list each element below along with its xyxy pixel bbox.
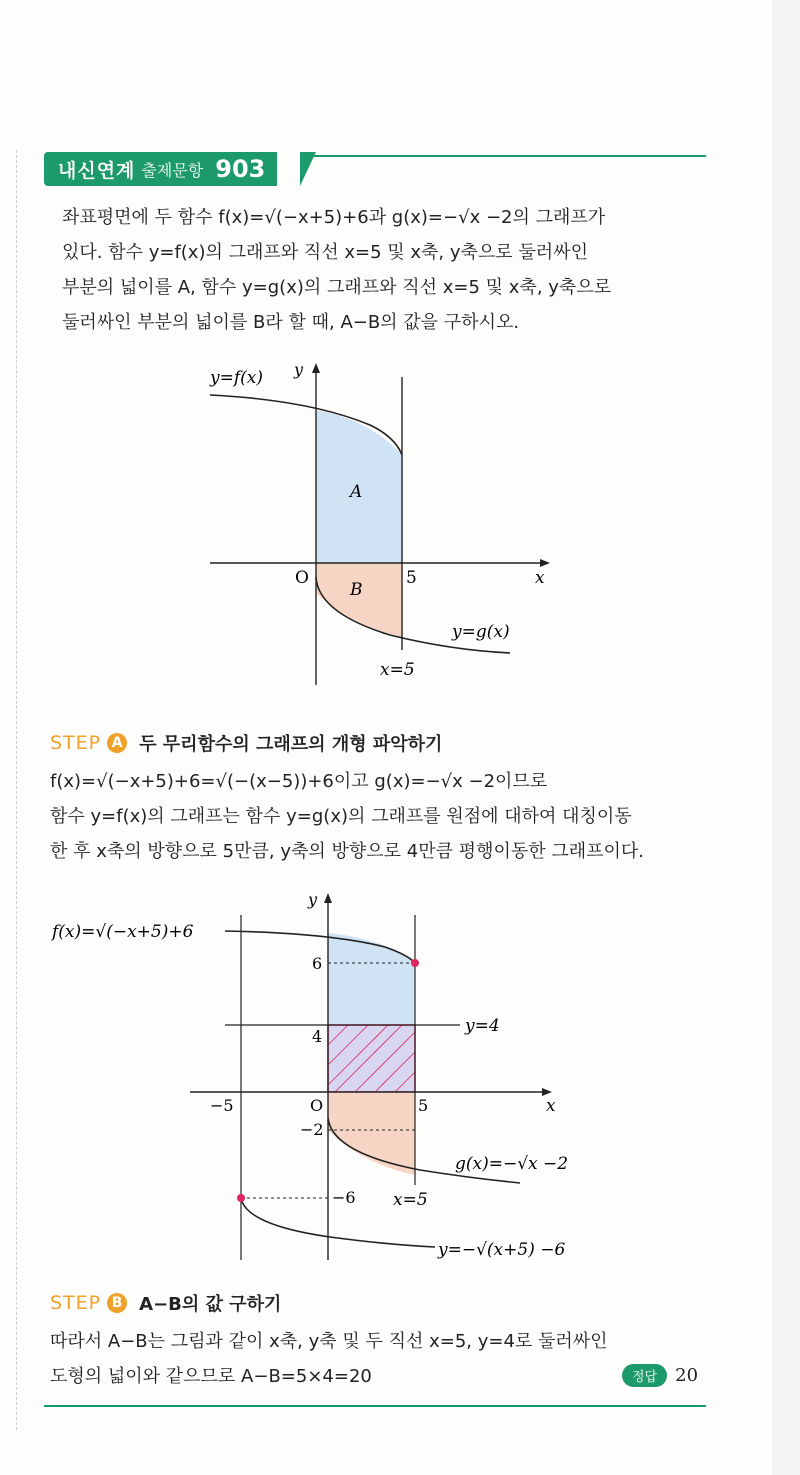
step-b-line-1: 따라서 A−B는 그림과 같이 x축, y축 및 두 직선 x=5, y=4로 둘러싸인 [50,1331,608,1352]
x-arrow [540,559,550,567]
problem-line-1: 좌표평면에 두 함수 f(x)=√(−x+5)+6과 g(x)=−√x −2의 그래프가 [62,207,606,228]
step-b-line-2: 도형의 넓이와 같으므로 A−B=5×4=20 [50,1366,372,1387]
label-x5-2: x=5 [393,1190,428,1210]
label-gx-2: g(x)=−√x −2 [455,1154,569,1174]
footer-rule [44,1405,706,1407]
problem-line-3: 부분의 넓이를 A, 함수 y=g(x)의 그래프와 직선 x=5 및 x축, y축으로 [62,277,612,298]
problem-line-2: 있다. 함수 y=f(x)의 그래프와 직선 x=5 및 x축, y축으로 둘러싸인 [62,242,588,263]
step-b-title: A−B의 값 구하기 [139,1294,282,1315]
header-tag: 내신연계 [58,159,136,182]
answer-value: 20 [675,1365,699,1386]
margin-dashed-line [16,150,17,1430]
tick-4: 4 [312,1027,323,1046]
label-h: y=−√(x+5) −6 [438,1240,566,1260]
step-a-line-2: 함수 y=f(x)의 그래프는 함수 y=g(x)의 그래프를 원점에 대하여 대칭이동 [50,806,632,827]
figure-1 [190,355,570,690]
figure-2 [40,885,630,1270]
step-a-circle: A [107,733,127,753]
header-rule [312,155,706,157]
step-a-line-1: f(x)=√(−x+5)+6=√(−(x−5))+6이고 g(x)=−√x −2이므로 [50,771,548,792]
problem-line-4: 둘러싸인 부분의 넓이를 B라 할 때, A−B의 값을 구하시오. [62,312,520,333]
point-5-6 [411,959,419,967]
region-hatched [328,1025,415,1092]
label-origin: O [295,568,309,588]
label-fx: y=f(x) [210,368,263,388]
tick-6: 6 [312,954,323,973]
step-b-heading [50,1290,281,1316]
answer-box [622,1364,698,1387]
y-arrow-2 [324,893,332,903]
header-kind: 출제문항 [141,160,204,180]
tick-m2: −2 [300,1120,324,1139]
label-x5: x=5 [380,660,415,680]
tick-o: O [310,1096,324,1115]
step-b-circle: B [107,1293,127,1313]
problem-number: 903 [215,155,266,183]
step-a-label: STEP [50,732,102,754]
tick-5: 5 [418,1096,429,1115]
label-x-2: x [546,1096,556,1116]
step-a-line-3: 한 후 x축의 방향으로 5만큼, y축의 방향으로 4만큼 평행이동한 그래프이다. [50,841,645,862]
problem-header [44,152,706,188]
label-fx-2: f(x)=√(−x+5)+6 [52,922,194,942]
label-y4: y=4 [465,1016,500,1036]
step-a-title: 두 무리함수의 그래프의 개형 파악하기 [139,734,443,755]
region-pink [328,1092,415,1175]
x-arrow-2 [542,1088,552,1096]
label-b: B [350,580,363,600]
page-edge [772,0,800,1475]
label-x: x [535,568,545,588]
label-gx: y=g(x) [452,622,510,642]
header-badge [44,152,277,186]
region-b [316,563,402,637]
step-b-label: STEP [50,1292,102,1314]
header-notch [300,152,316,186]
tick-m5: −5 [210,1096,234,1115]
step-a-heading [50,730,442,756]
answer-label: 정답 [622,1364,667,1387]
label-y: y [294,360,304,379]
label-five: 5 [406,568,417,588]
y-arrow [312,363,320,373]
tick-m6: −6 [332,1188,356,1207]
point-m5-m6 [237,1194,245,1202]
label-a: A [350,482,363,502]
region-blue [328,933,415,1025]
label-y-2: y [308,890,318,909]
